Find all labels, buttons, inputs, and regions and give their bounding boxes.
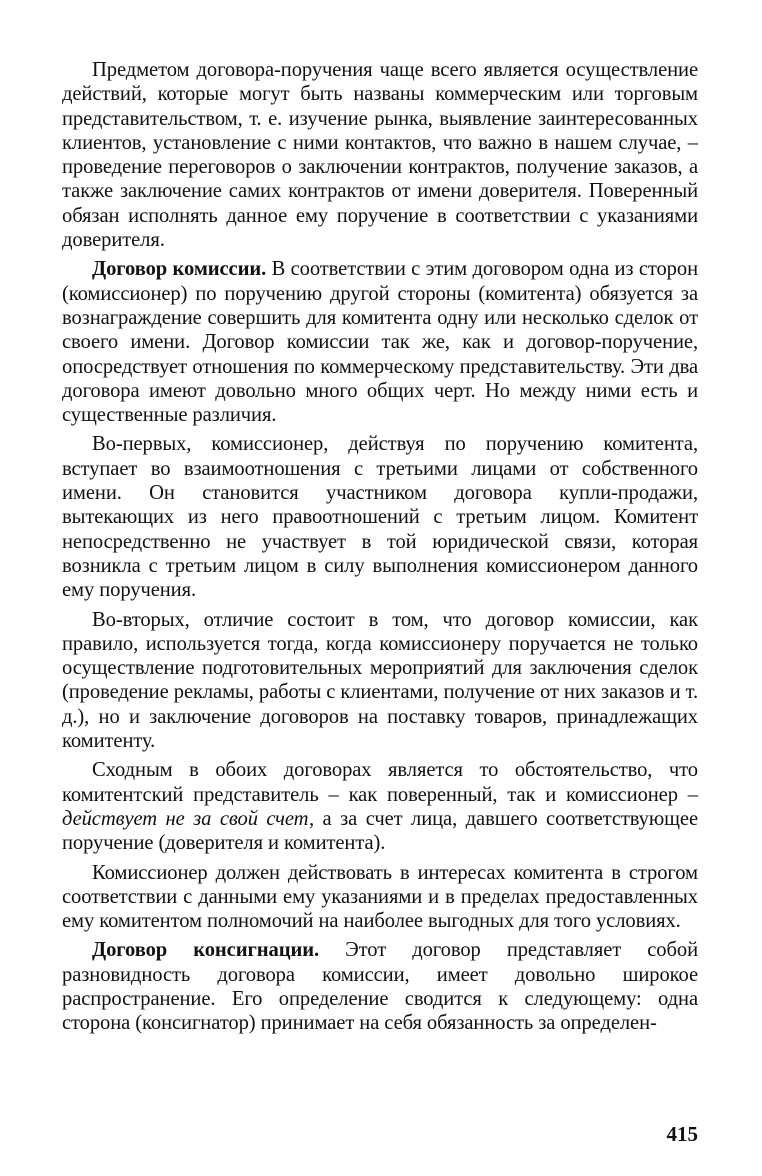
paragraph-first-difference <box>62 432 698 602</box>
paragraph-text-lead: Сходным в обоих договорах является то обстоятельство, что комитентский представитель – как поверенный, так и комиссионер – <box>62 759 698 806</box>
paragraph-text: Этот договор представляет собой разновидность договора комиссии, имеет довольно широкое распространение. Его определение сводится к следующему: одна сторона (консигнатор) принимает на себя обязанность за определен- <box>62 939 698 1035</box>
paragraph-second-difference <box>62 608 698 754</box>
paragraph-mandate-subject <box>62 58 698 252</box>
paragraph-text: Во-вторых, отличие состоит в том, что договор комиссии, как правило, используется тогда, когда комиссионеру поручается не только осуществление подготовительных мероприятий для заключения сделок (проведение рекламы, работы с клиентами, получение от них заказов и т. д.), но и заключение договоров на поставку товаров, принадлежащих комитенту. <box>62 608 698 753</box>
paragraph-consignment-contract <box>62 938 698 1035</box>
paragraph-commissioner-duty <box>62 861 698 934</box>
paragraph-text: Комиссионер должен действовать в интересах комитента в строгом соответствии с данными ему указаниями и в пределах предоставленных ему комитентом полномочий на наиболее выгодных для того условиях. <box>62 861 698 933</box>
paragraph-commission-contract <box>62 257 698 427</box>
paragraph-text: В соответствии с этим договором одна из сторон (комиссионер) по поручению другой стороны (комитента) обязуется за вознаграждение совершить для комитента одну или несколько сделок от своего имени. Договор комиссии так же, как и договор-поручение, опосредствует отношения по коммерческому представительству. Эти два договора имеют довольно много общих черт. Но между ними есть и существенные различия. <box>62 258 698 427</box>
paragraph-text: Во-первых, комиссионер, действуя по поручению комитента, вступает во взаимоотношения с третьими лицами от собственного имени. Он становится участником договора купли-продажи, вытекающих из него правоотношений с третьим лицом. Комитент непосредственно не участвует в той юридической связи, которая возникла с третьим лицом в силу выполнения комиссионером данного ему поручения. <box>62 433 698 602</box>
paragraph-text-tail: а за счет лица, давшего соответствующее поручение (доверителя и комитента). <box>62 807 698 855</box>
paragraph-text: Предметом договора-поручения чаще всего является осуществление действий, которые могут быть названы коммерческим или торговым представительством, т. е. изучение рынка, выявление заинтересованных клиентов, установление с ними контактов, что важно в нашем случае, – проведение переговоров о заключении контрактов, получение заказов, а также заключение самих контрактов от имени доверителя. Поверенный обязан исполнять данное ему поручение в соответствии с указаниями доверителя. <box>62 59 698 252</box>
italic-phrase: действует не за свой счет, <box>62 807 315 830</box>
term-heading: Договор комиссии. <box>92 258 267 281</box>
paragraph-similarity <box>62 758 698 855</box>
term-heading: Договор консигнации. <box>92 939 320 962</box>
page-number: 415 <box>666 1122 698 1146</box>
page-body <box>62 58 698 1041</box>
